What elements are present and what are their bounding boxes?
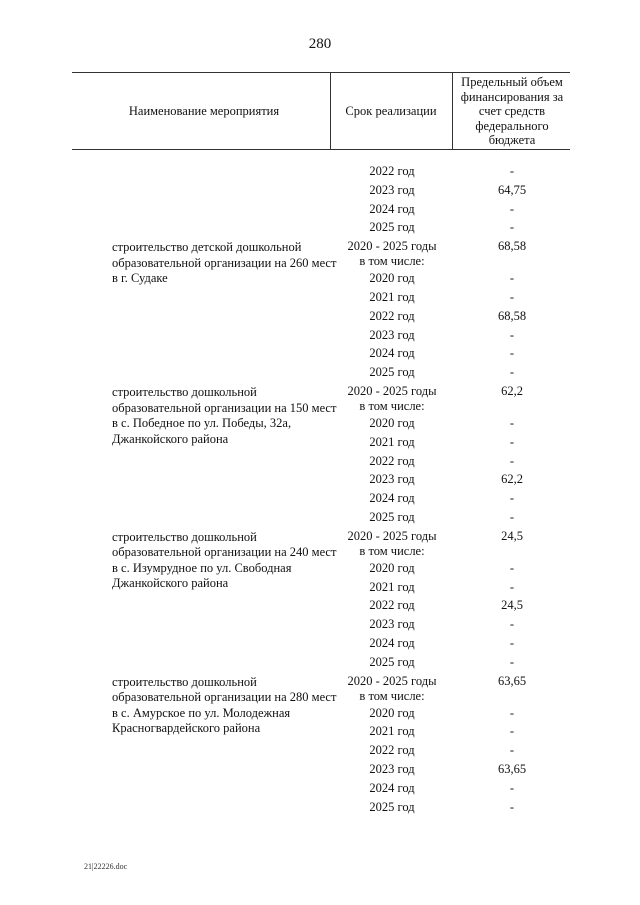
amount-cell: - <box>509 201 515 216</box>
period-cell: 2023 год <box>369 182 415 197</box>
amount-cell: - <box>509 560 515 575</box>
amount-cell: - <box>509 617 515 632</box>
amount-cell: - <box>509 164 515 178</box>
amount-cell: 64,75 <box>497 182 527 197</box>
amount-cell: 63,65 <box>497 673 527 688</box>
project-name: строительство дошкольной образовательной организации на 150 мест в с. Победное по ул. Победы, 32а, Джанкойского района <box>112 385 337 446</box>
column-divider-2 <box>452 72 453 150</box>
project-name: строительство дошкольной образовательной организации на 240 мест в с. Изумрудное по ул. Свободная Джанкойского района <box>112 529 337 591</box>
amount-cell: - <box>509 434 515 449</box>
amount-cell: - <box>509 346 515 361</box>
header-top-rule <box>72 72 570 73</box>
amount-cell: - <box>509 724 515 739</box>
period-cell: 2021 год <box>369 724 415 739</box>
period-cell: 2025 год <box>369 365 415 380</box>
amount-cell: - <box>509 327 515 342</box>
amount-cell: - <box>509 799 515 814</box>
amount-cell: - <box>509 636 515 650</box>
header-amount: Предельный объем финансирования за счет средств федерального бюджета <box>460 75 564 147</box>
amount-cell: 68,58 <box>497 239 527 254</box>
period-cell: 2024 год <box>369 201 415 216</box>
period-cell: 2025 год <box>369 654 415 669</box>
period-cell: 2022 год <box>369 308 415 323</box>
period-cell: 2025 год <box>369 510 415 524</box>
period-cell: 2021 год <box>369 290 415 304</box>
amount-cell: - <box>509 365 515 380</box>
amount-cell: 24,5 <box>501 598 523 613</box>
period-cell: 2022 год <box>369 598 415 613</box>
header-period: Срок реализации <box>345 104 437 118</box>
page-number: 280 <box>308 36 332 52</box>
period-cell: 2020 - 2025 годы <box>347 528 437 543</box>
amount-cell: - <box>509 743 515 758</box>
header-name: Наименование мероприятия <box>128 104 280 118</box>
amount-cell: - <box>509 290 515 304</box>
period-cell: 2025 год <box>369 799 415 814</box>
amount-cell: - <box>509 271 515 286</box>
period-cell: 2022 год <box>369 453 415 468</box>
amount-cell: - <box>509 416 515 430</box>
period-cell: 2020 - 2025 годы <box>347 239 437 254</box>
amount-cell: - <box>509 220 515 235</box>
column-divider-1 <box>330 72 331 150</box>
header-bottom-rule <box>72 149 570 150</box>
period-cell: 2021 год <box>369 579 415 594</box>
document-code: 21|22226.doc <box>84 862 128 871</box>
amount-cell: - <box>509 654 515 669</box>
period-cell: 2025 год <box>369 220 415 235</box>
amount-cell: 24,5 <box>501 528 523 543</box>
period-cell: 2023 год <box>369 472 415 487</box>
period-cell: 2020 - 2025 годы <box>347 673 437 688</box>
period-cell: 2024 год <box>369 780 415 795</box>
period-cell: 2020 - 2025 годы <box>347 384 437 398</box>
amount-cell: 68,58 <box>497 308 527 323</box>
project-name: строительство детской дошкольной образовательной организации на 260 мест в г. Судаке <box>112 240 337 286</box>
period-cell: 2023 год <box>369 762 415 776</box>
amount-cell: 62,2 <box>501 472 523 487</box>
project-name: строительство дошкольной образовательной организации на 280 мест в с. Амурское по ул. Молодежная Красногвардейского района <box>112 674 337 736</box>
amount-cell: - <box>509 491 515 506</box>
period-cell: 2023 год <box>369 327 415 342</box>
period-cell: в том числе: <box>359 543 425 558</box>
amount-cell: - <box>509 705 515 720</box>
period-cell: в том числе: <box>359 254 425 269</box>
period-cell: 2023 год <box>369 617 415 632</box>
amount-cell: 63,65 <box>497 762 527 776</box>
period-cell: 2020 год <box>369 705 415 720</box>
amount-cell: - <box>509 579 515 594</box>
period-cell: 2022 год <box>369 164 415 178</box>
period-cell: 2020 год <box>369 560 415 575</box>
amount-cell: 62,2 <box>501 384 523 398</box>
period-cell: 2022 год <box>369 743 415 758</box>
period-cell: 2020 год <box>369 416 415 430</box>
period-cell: 2020 год <box>369 271 415 286</box>
period-cell: 2024 год <box>369 636 415 650</box>
period-cell: в том числе: <box>359 688 425 703</box>
period-cell: 2024 год <box>369 346 415 361</box>
period-cell: 2024 год <box>369 491 415 506</box>
amount-cell: - <box>509 453 515 468</box>
period-cell: в том числе: <box>359 399 425 413</box>
period-cell: 2021 год <box>369 434 415 449</box>
amount-cell: - <box>509 510 515 524</box>
amount-cell: - <box>509 780 515 795</box>
